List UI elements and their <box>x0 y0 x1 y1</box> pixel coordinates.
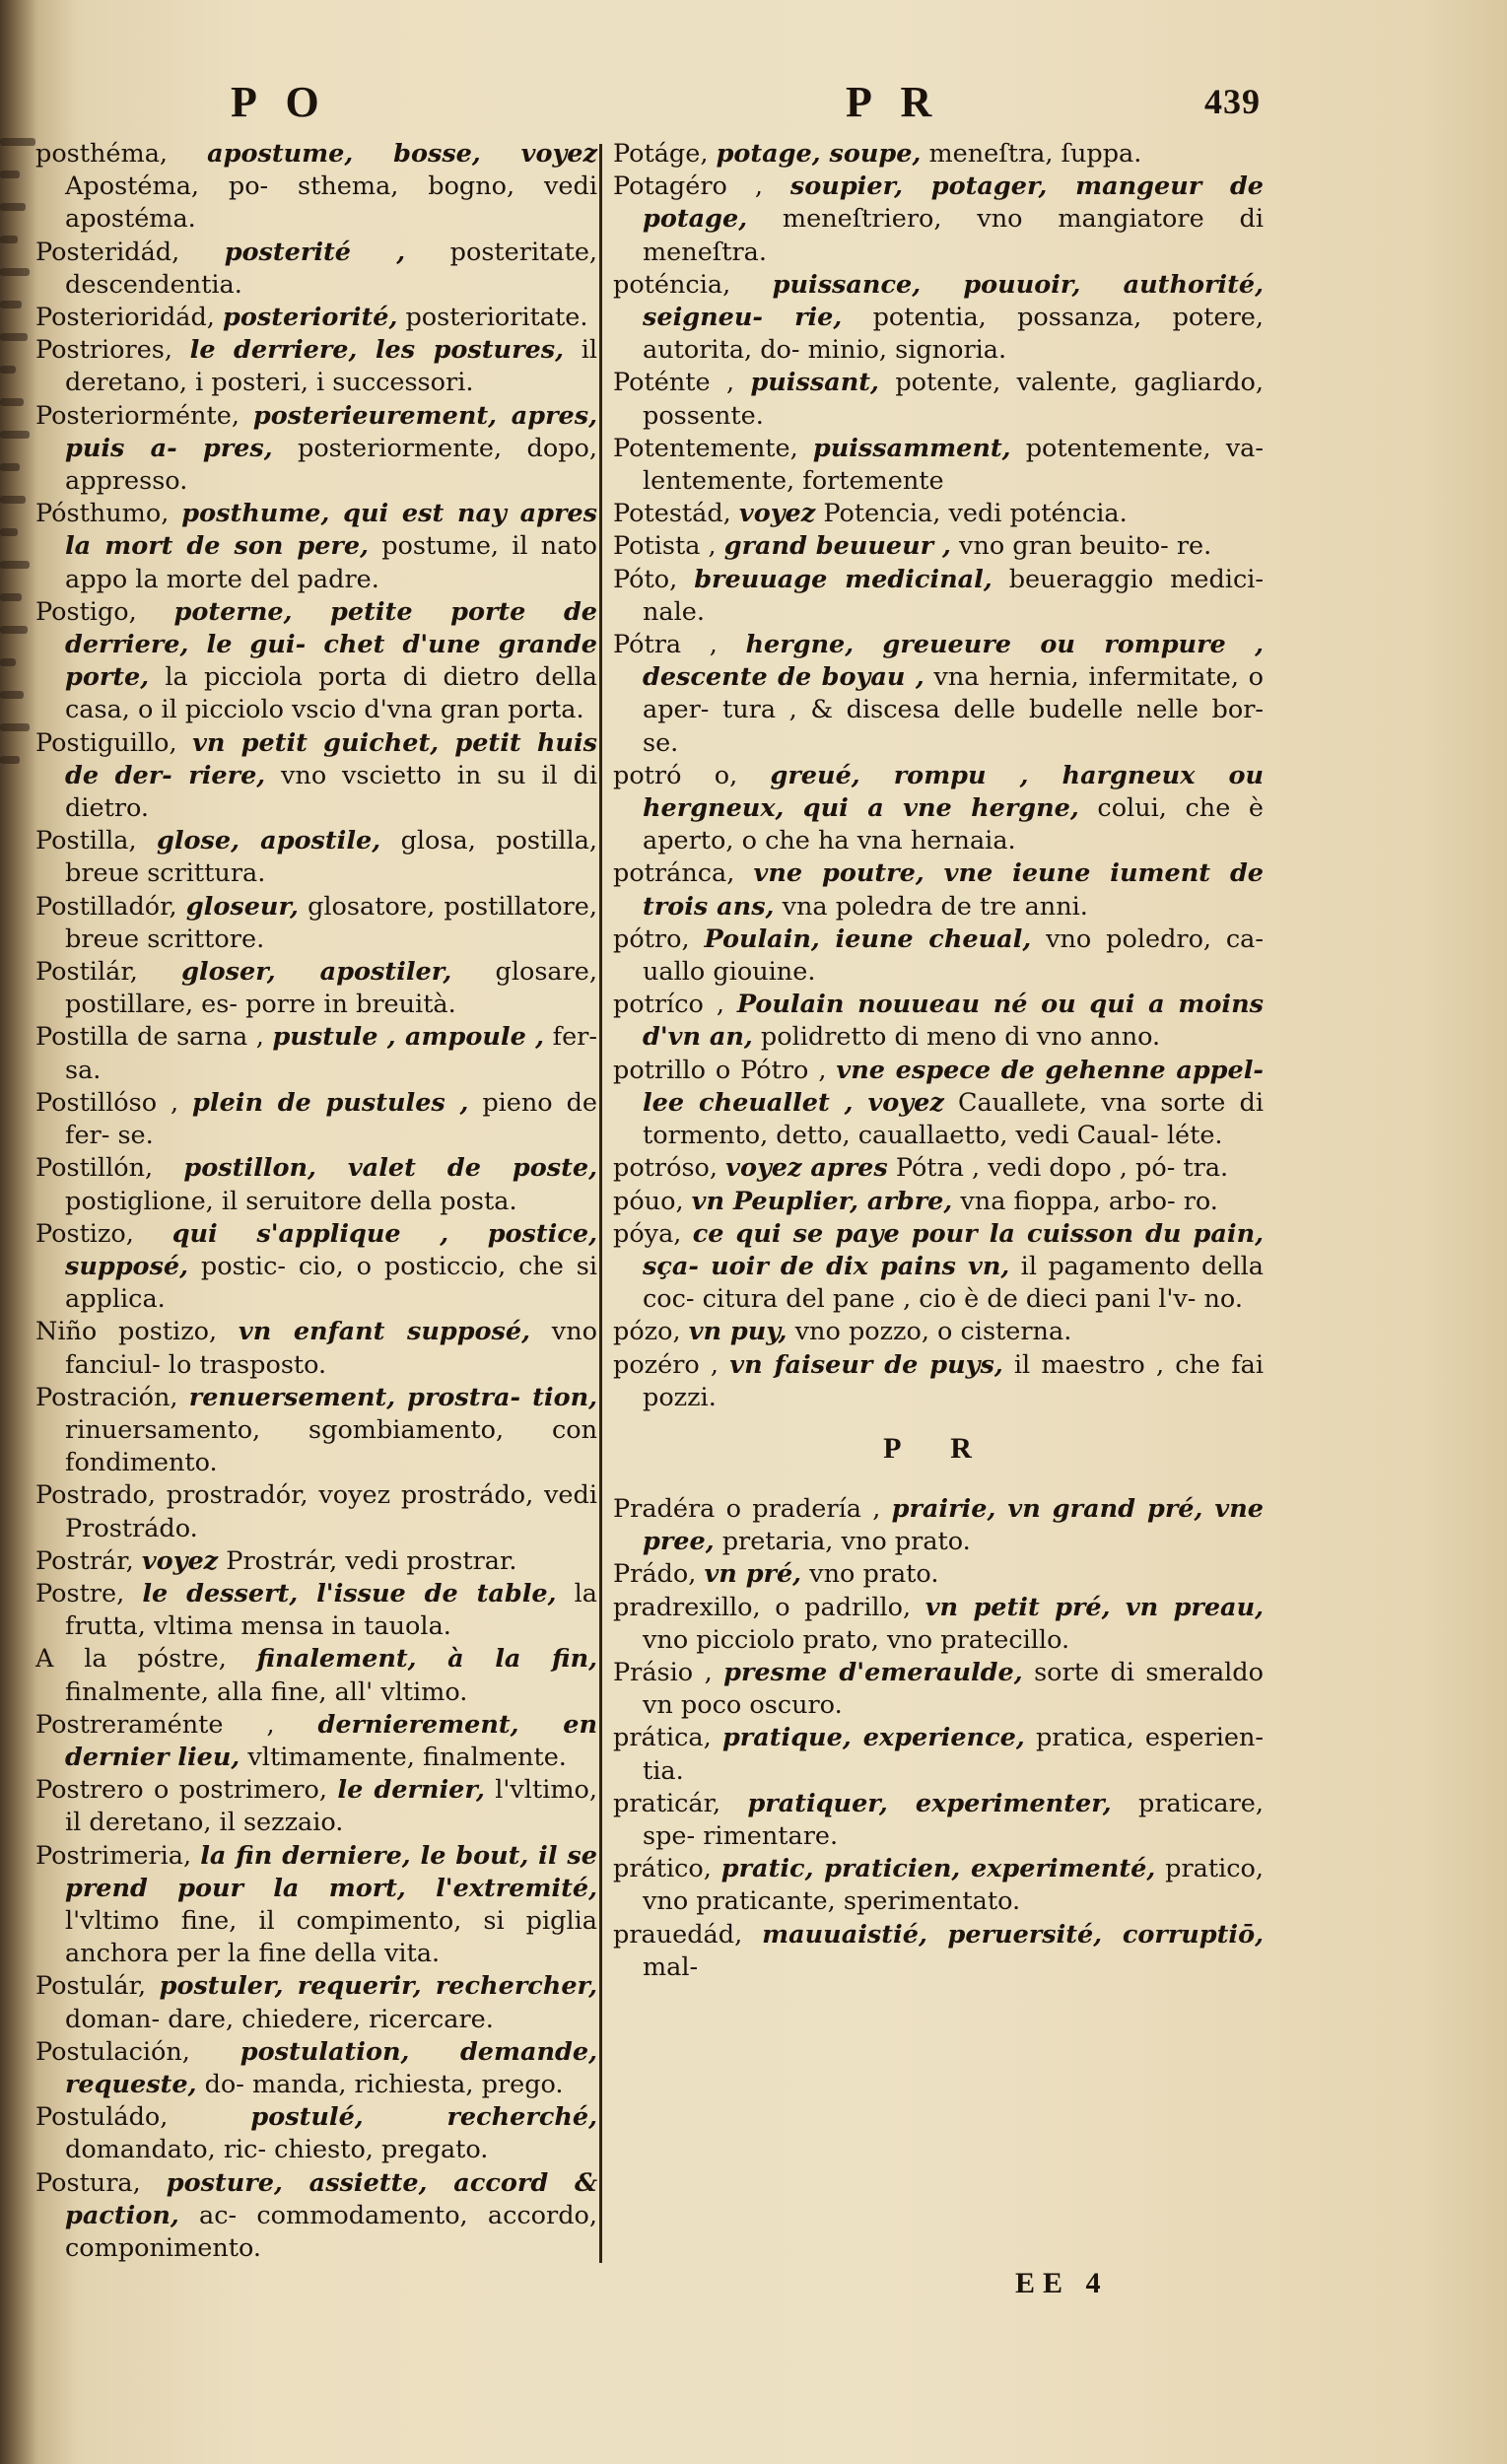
dictionary-entry <box>35 1578 597 1643</box>
entry-headword: prauedád, <box>613 1919 743 1950</box>
entry-french: postillon, valet de poste, <box>183 1153 597 1184</box>
entry-headword: Póto, <box>613 564 678 594</box>
dictionary-entry <box>613 269 1264 368</box>
entry-french: soupier, potager, mangeur de potage, <box>643 171 1264 235</box>
entry-italian: Apostéma, po- sthema, bogno, vedi apostéma. <box>65 171 597 235</box>
entry-italian: il pagamento della coc- citura del pane , cio è de dieci pani l'v- no. <box>643 1251 1264 1315</box>
entry-italian: glosare, postillare, es- porre in breuità. <box>65 957 598 1020</box>
dictionary-entry <box>613 857 1264 923</box>
entry-headword: Pósthumo, <box>35 499 170 529</box>
entry-french: hergne, greueure ou rompure , descente de boyau , <box>643 630 1265 693</box>
entry-french: postulation, demande, requeste, <box>65 2036 597 2099</box>
dictionary-entry <box>613 1218 1264 1317</box>
entry-headword: Postillóso , <box>35 1087 179 1118</box>
running-head-left: P O <box>231 78 329 126</box>
entry-french: voyez apres <box>725 1153 888 1184</box>
left-margin-marks <box>0 138 35 2306</box>
entry-italian: l'vltimo fine, il compimento, si piglia anchora per la fine della vita. <box>65 1905 597 1969</box>
entry-headword: posthéma, <box>35 139 169 169</box>
entry-italian: vno gran beuito- re. <box>958 531 1212 562</box>
entry-italian: praticare, spe- rimentare. <box>643 1788 1265 1851</box>
entry-italian: Cauallete, vna sorte di tormento, detto, cauallaetto, vedi Caual- léte. <box>643 1087 1264 1151</box>
entry-french: breuuage medicinal, <box>694 564 993 594</box>
entry-headword: Postreraménte , <box>35 1709 275 1740</box>
entry-french: poterne, petite porte de derriere, le gui- chet d'une grande porte, <box>65 596 598 693</box>
entry-french: vn pré, <box>704 1559 802 1590</box>
entry-french: renuersement, prostra- tion, <box>188 1382 597 1412</box>
entry-italian: la picciola porta di dietro della casa, o il picciolo vscio d'vna gran porta. <box>65 662 597 725</box>
entry-italian: pieno de fer- se. <box>65 1087 598 1151</box>
entry-french: posthume, qui est nay apres la mort de son pere, <box>65 499 598 562</box>
dictionary-entry <box>35 237 597 302</box>
entry-headword: Pótra , <box>613 630 718 660</box>
dictionary-entry <box>35 1545 597 1578</box>
entry-french: le dernier, <box>337 1775 485 1806</box>
dictionary-entry <box>35 1970 597 2035</box>
entry-italian: vna hernia, infermitate, o aper- tura , & discesa delle budelle nelle bor- se. <box>643 662 1264 758</box>
entry-italian: vno picciolo prato, vno pratecillo. <box>643 1624 1070 1655</box>
right-column <box>613 138 1264 1984</box>
dictionary-entry <box>35 1087 597 1152</box>
signature-mark: EE 4 <box>1015 2267 1109 2299</box>
dictionary-entry <box>35 302 597 334</box>
entry-french: le dessert, l'issue de table, <box>142 1578 557 1608</box>
entry-french: voyez <box>738 499 816 529</box>
entry-headword: Postillón, <box>35 1153 154 1184</box>
entry-french: greué, rompu , hargneux ou hergneux, qui a vne hergne, <box>643 760 1265 824</box>
entry-italian: colui, che è aperto, o che ha vna hernaia. <box>643 793 1264 856</box>
dictionary-entry <box>613 1919 1264 1984</box>
entry-headword: Postrado, <box>35 1480 156 1511</box>
entry-italian: vltimamente, finalmente. <box>247 1742 567 1772</box>
dictionary-entry <box>613 1558 1264 1591</box>
entry-italian: posteriormente, dopo, appresso. <box>65 433 597 497</box>
entry-italian: vna fioppa, arbo- ro. <box>960 1186 1218 1216</box>
entry-headword: Poténte , <box>613 368 735 398</box>
entry-headword: pótro, <box>613 924 690 954</box>
entry-italian: vno poledro, ca- uallo giouine. <box>643 924 1265 988</box>
dictionary-entry <box>613 1349 1264 1414</box>
dictionary-entry <box>613 1722 1264 1787</box>
entry-french: pratic, praticien, experimenté, <box>720 1854 1156 1884</box>
entry-french: gloseur, <box>185 891 299 922</box>
entry-french: potage, soupe, <box>716 139 922 169</box>
entry-italian: potentia, possanza, potere, autorita, do- minio, signoria. <box>643 303 1264 366</box>
dictionary-entry <box>35 727 597 826</box>
entry-headword: Postilla de sarna , <box>35 1022 264 1053</box>
entry-french: mauuaistié, peruersité, corruptiō, <box>762 1919 1264 1950</box>
dictionary-entry <box>613 171 1264 269</box>
entry-italian: postiglione, il seruitore della posta. <box>65 1186 517 1216</box>
entry-italian: meneſtra, ſuppa. <box>928 139 1142 169</box>
entry-french: voyez <box>141 1545 219 1576</box>
entry-headword: Postre, <box>35 1578 125 1608</box>
dictionary-entry <box>613 1788 1264 1853</box>
entry-headword: prática, <box>613 1723 712 1753</box>
entry-french: dernierement, en dernier lieu, <box>65 1709 597 1772</box>
dictionary-entry <box>35 2036 597 2101</box>
entry-headword: Postulár, <box>35 1971 147 2002</box>
entry-headword: Postizo, <box>35 1218 134 1249</box>
entry-headword: Postigo, <box>35 596 137 627</box>
entry-headword: potránca, <box>613 858 735 889</box>
entry-italian: posteritate, descendentia. <box>65 237 598 300</box>
entry-italian: postume, il nato appo la morte del padre. <box>65 531 598 594</box>
dictionary-entry <box>35 2101 597 2166</box>
dictionary-entry <box>613 1853 1264 1918</box>
entry-italian: finalmente, alla fine, all' vltimo. <box>65 1677 468 1707</box>
dictionary-entry <box>35 825 597 890</box>
dictionary-entry <box>35 1774 597 1839</box>
dictionary-entry <box>35 891 597 956</box>
dictionary-entry <box>35 1218 597 1317</box>
entry-italian: fer- sa. <box>65 1022 597 1085</box>
entry-french: puissant, <box>750 368 879 398</box>
entry-italian: doman- dare, chiedere, ricercare. <box>65 2004 494 2034</box>
entry-italian: posterioritate. <box>405 303 588 333</box>
page-number: 439 <box>1204 82 1261 121</box>
entry-headword: potróso, <box>613 1153 719 1184</box>
dictionary-entry <box>35 1021 597 1086</box>
entry-headword: Postura, <box>35 2167 141 2198</box>
entry-italian: l'vltimo, il deretano, il sezzaio. <box>65 1775 597 1838</box>
running-head-right: P R <box>846 78 942 126</box>
dictionary-entry <box>35 498 597 596</box>
entry-headword: Posteridád, <box>35 237 180 267</box>
entry-headword: Postilladór, <box>35 891 177 922</box>
dictionary-entry <box>613 1055 1264 1153</box>
dictionary-entry <box>35 1152 597 1217</box>
entry-french: posteriorité, <box>223 303 398 333</box>
entry-italian: Potencia, vedi poténcia. <box>823 499 1128 529</box>
entry-italian: mal- <box>643 1951 699 1982</box>
dictionary-entry <box>613 564 1264 629</box>
dictionary-entry <box>35 956 597 1021</box>
pr-entries <box>613 1493 1264 1984</box>
entry-italian: glosatore, postillatore, breue scrittore. <box>65 891 597 954</box>
dictionary-entry <box>35 1316 597 1381</box>
dictionary-entry <box>35 1643 597 1708</box>
entry-italian: vno pozzo, o cisterna. <box>794 1317 1072 1347</box>
dictionary-entry <box>613 1592 1264 1657</box>
entry-italian: pratica, esperien- tia. <box>643 1723 1264 1786</box>
page-header <box>0 77 1507 136</box>
entry-headword: pózo, <box>613 1317 681 1347</box>
entry-french: plein de pustules , <box>192 1087 469 1118</box>
dictionary-entry <box>35 596 597 727</box>
dictionary-entry <box>613 1186 1264 1218</box>
entry-headword: Postilár, <box>35 957 138 988</box>
entry-headword: Postrimeria, <box>35 1840 192 1871</box>
entry-italian: rinuersamento, sgombiamento, con fondimento. <box>65 1414 597 1478</box>
dictionary-entry <box>613 924 1264 989</box>
dictionary-entry <box>35 1479 597 1544</box>
dictionary-entry <box>613 367 1264 432</box>
entry-headword: Postulación, <box>35 2036 190 2067</box>
entry-french: prairie, vn grand pré, vne pree, <box>643 1493 1265 1557</box>
entry-french: glose, apostile, <box>157 826 381 856</box>
entry-headword: Posteriorménte, <box>35 400 240 431</box>
entry-french: le derriere, les postures, <box>189 335 564 366</box>
entry-french: pratique, experience, <box>721 1723 1025 1753</box>
entry-italian: meneſtriero, vno mangiatore di meneſtra. <box>643 204 1265 267</box>
entry-headword: Potagéro , <box>613 171 763 202</box>
entry-headword: potríco , <box>613 990 724 1020</box>
entry-italian: Pótra , vedi dopo , pó- tra. <box>895 1153 1229 1184</box>
entry-headword: potró o, <box>613 760 738 790</box>
entry-french: ce qui se paye pour la cuisson du pain, sça- uoir de dix pains vn, <box>643 1218 1264 1281</box>
entry-french: vn faiseur de puys, <box>729 1349 1003 1380</box>
entry-headword: Postración, <box>35 1382 178 1412</box>
entry-italian: vno prato. <box>809 1559 939 1590</box>
entry-french: vne espece de gehenne appel- lee cheuallet , voyez <box>643 1055 1265 1118</box>
entry-headword: Postuládo, <box>35 2102 169 2133</box>
dictionary-entry <box>35 1840 597 1971</box>
entry-headword: prático, <box>613 1854 712 1884</box>
entry-french: puissamment, <box>812 433 1011 463</box>
entry-headword: potrillo o Pótro , <box>613 1055 827 1085</box>
entry-french: posterité , <box>224 237 406 267</box>
entry-italian: la frutta, vltima mensa in tauola. <box>65 1578 597 1642</box>
entry-headword: póya, <box>613 1218 682 1249</box>
entry-french: apostume, bosse, voyez <box>207 139 597 169</box>
entry-headword: Potentemente, <box>613 433 798 463</box>
entry-italian: potentemente, va- lentemente, fortemente <box>643 433 1265 497</box>
entry-italian: polidretto di meno di vno anno. <box>760 1022 1161 1053</box>
entry-headword: Postilla, <box>35 826 137 856</box>
entry-headword: Potista , <box>613 531 717 562</box>
dictionary-entry <box>613 760 1264 858</box>
entry-headword: Potáge, <box>613 139 709 169</box>
entry-french: qui s'applique , postice, supposé, <box>65 1218 598 1281</box>
dictionary-entry <box>613 433 1264 498</box>
entry-italian: postic- cio, o posticcio, che si applica. <box>65 1251 598 1315</box>
entry-italian: beueraggio medici- nale. <box>643 564 1265 627</box>
dictionary-entry <box>35 1709 597 1774</box>
entry-headword: Prásio , <box>613 1657 713 1687</box>
dictionary-entry <box>613 1657 1264 1722</box>
entry-italian: ac- commodamento, accordo, componimento. <box>65 2200 597 2263</box>
dictionary-entry <box>613 629 1264 760</box>
entry-french: posture, assiette, accord & paction, <box>65 2167 598 2230</box>
entry-italian: potente, valente, gagliardo, possente. <box>643 368 1264 431</box>
entry-headword: Posterioridád, <box>35 303 215 333</box>
entry-french: puissance, pouuoir, authorité, seigneu- rie, <box>643 269 1264 333</box>
entry-french: vn enfant supposé, <box>238 1317 530 1347</box>
entry-french: postulé, recherché, <box>250 2102 597 2133</box>
entry-french: la fin derniere, le bout, il se prend pour la mort, l'extremité, <box>65 1840 597 1903</box>
entry-french: grand beuueur , <box>723 531 951 562</box>
po-entries <box>613 138 1264 1414</box>
entry-italian: vna poledra de tre anni. <box>782 891 1088 922</box>
entry-headword: Niño postizo, <box>35 1317 218 1347</box>
entry-french: posterieurement, apres, puis a- pres, <box>65 400 597 463</box>
entry-french: vn petit pré, vn preau, <box>925 1592 1264 1622</box>
entry-italian: vno vscietto in su il di dietro. <box>65 760 598 824</box>
entry-french: vne poutre, vne ieune iument de trois ans, <box>643 858 1264 922</box>
entry-italian: prostradór, voyez prostrádo, vedi Prostrádo. <box>65 1480 597 1543</box>
entry-headword: Prádo, <box>613 1559 697 1590</box>
column-divider <box>599 144 602 2263</box>
entry-french: finalement, à la fin, <box>256 1644 598 1675</box>
dictionary-entry <box>35 334 597 399</box>
dictionary-entry <box>613 138 1264 171</box>
entry-italian: domandato, ric- chiesto, pregato. <box>65 2135 489 2165</box>
dictionary-entry <box>613 1152 1264 1185</box>
section-heading-pr: P R <box>883 1431 993 1465</box>
dictionary-entry <box>35 138 597 237</box>
entry-french: Poulain nouueau né ou qui a moins d'vn an, <box>643 990 1264 1053</box>
dictionary-entry <box>35 400 597 499</box>
entry-french: vn petit guichet, petit huis de der- riere, <box>65 727 597 790</box>
dictionary-entry <box>35 1382 597 1480</box>
entry-headword: Postiguillo, <box>35 727 177 758</box>
left-column <box>35 138 597 2265</box>
entry-headword: A la póstre, <box>35 1644 227 1675</box>
entry-french: presme d'emeraulde, <box>723 1657 1023 1687</box>
entry-italian: pretaria, vno prato. <box>721 1527 971 1557</box>
entry-italian: vno fanciul- lo trasposto. <box>65 1317 597 1380</box>
entry-italian: sorte di smeraldo vn poco oscuro. <box>643 1657 1264 1721</box>
entry-italian: do- manda, richiesta, prego. <box>204 2069 564 2099</box>
entry-headword: Postriores, <box>35 335 172 366</box>
dictionary-entry <box>613 498 1264 530</box>
entry-headword: Potestád, <box>613 499 731 529</box>
entry-headword: pradrexillo, o padrillo, <box>613 1592 912 1622</box>
dictionary-entry <box>613 989 1264 1054</box>
entry-italian: il maestro , che fai pozzi. <box>643 1349 1265 1412</box>
entry-french: vn Peuplier, arbre, <box>691 1186 953 1216</box>
dictionary-entry <box>613 530 1264 563</box>
dictionary-entry <box>613 1316 1264 1348</box>
entry-headword: Postrero o postrimero, <box>35 1775 328 1806</box>
dictionary-entry <box>35 2167 597 2266</box>
entry-italian: pratico, vno praticante, sperimentato. <box>643 1854 1264 1917</box>
entry-french: postuler, requerir, rechercher, <box>159 1971 598 2002</box>
entry-italian: Prostrár, vedi prostrar. <box>226 1545 517 1576</box>
entry-headword: pozéro , <box>613 1349 719 1380</box>
entry-french: gloser, apostiler, <box>181 957 452 988</box>
entry-headword: Postrár, <box>35 1545 134 1576</box>
entry-french: Poulain, ieune cheual, <box>704 924 1032 954</box>
entry-headword: póuo, <box>613 1186 684 1216</box>
entry-headword: praticár, <box>613 1788 721 1818</box>
entry-italian: glosa, postilla, breue scrittura. <box>65 826 597 889</box>
entry-french: pustule , ampoule , <box>272 1022 545 1053</box>
entry-french: pratiquer, experimenter, <box>747 1788 1112 1818</box>
entry-headword: poténcia, <box>613 269 731 300</box>
entry-french: vn puy, <box>688 1317 788 1347</box>
dictionary-entry <box>613 1493 1264 1558</box>
entry-headword: Pradéra o pradería , <box>613 1493 881 1524</box>
entry-italian: il deretano, i posteri, i successori. <box>65 335 597 398</box>
